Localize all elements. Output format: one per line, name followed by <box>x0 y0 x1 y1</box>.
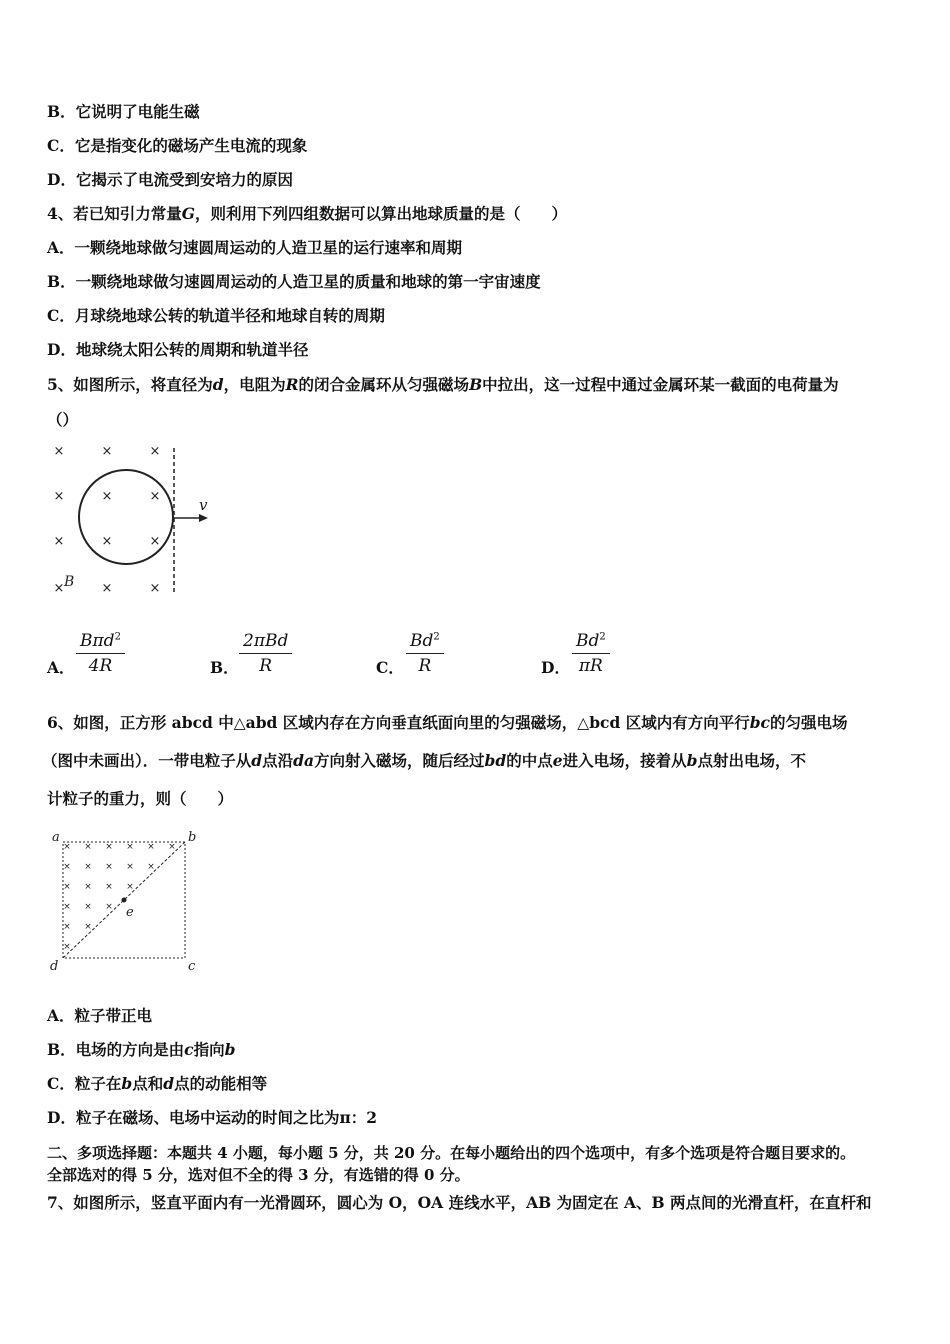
field-cross: × <box>149 444 161 459</box>
q3-option-c: C．它是指变化的磁场产生电流的现象 <box>47 136 308 155</box>
q6-option-d: D．粒子在磁场、电场中运动的时间之比为π：2 <box>47 1108 378 1127</box>
svg-text:×: × <box>126 862 134 872</box>
svg-text:×: × <box>147 862 155 872</box>
q4-option-d: D．地球绕太阳公转的周期和轨道半径 <box>47 340 309 359</box>
svg-text:×: × <box>84 842 92 852</box>
svg-text:×: × <box>63 842 71 852</box>
field-cross: × <box>101 444 113 459</box>
q7-stem: 7、如图所示，竖直平面内有一光滑圆环，圆心为 O，OA 连线水平，AB 为固定在 A、B 两点间的光滑直杆，在直杆和 <box>47 1193 872 1212</box>
svg-text:×: × <box>63 942 71 952</box>
svg-text:×: × <box>84 882 92 892</box>
q5-option-c-letter: C． <box>376 658 404 677</box>
svg-text:×: × <box>63 862 71 872</box>
label-d: d <box>50 959 59 974</box>
q5-figure <box>45 440 220 600</box>
q5-option-b-letter: B． <box>210 658 239 677</box>
svg-text:×: × <box>126 882 134 892</box>
q4-stem: 4、若已知引力常量G，则利用下列四组数据可以算出地球质量的是（ ） <box>47 204 568 223</box>
field-cross: × <box>53 581 65 596</box>
arrow-head-icon <box>199 514 208 522</box>
svg-text:×: × <box>63 922 71 932</box>
q5-option-c-fraction: Bd$^2$ R <box>406 631 444 676</box>
svg-text:×: × <box>63 902 71 912</box>
svg-text:×: × <box>84 922 92 932</box>
q6-option-a: A．粒子带正电 <box>47 1006 153 1025</box>
q6-stem-line2: （图中未画出）．一带电粒子从d点沿da方向射入磁场，随后经过bd的中点e进入电场，接着从b点射出电场，不 <box>42 751 806 770</box>
field-cross: × <box>149 534 161 549</box>
q6-option-b: B．电场的方向是由c指向b <box>47 1040 236 1059</box>
label-v: v <box>199 496 208 514</box>
field-cross: × <box>53 489 65 504</box>
field-cross: × <box>101 581 113 596</box>
q6-stem-line1: 6、如图，正方形 abcd 中△abd 区域内存在方向垂直纸面向里的匀强磁场，△bcd 区域内有方向平行bc的匀强电场 <box>47 713 848 732</box>
q6-figure <box>45 826 205 976</box>
q3-option-b: B．它说明了电能生磁 <box>47 102 200 121</box>
label-c: c <box>188 959 196 974</box>
q5-option-b-fraction: 2πBd R <box>239 631 292 676</box>
field-cross: × <box>101 489 113 504</box>
q4-option-b: B．一颗绕地球做匀速圆周运动的人造卫星的质量和地球的第一宇宙速度 <box>47 272 541 291</box>
field-cross: × <box>149 581 161 596</box>
q4-option-c: C．月球绕地球公转的轨道半径和地球自转的周期 <box>47 306 385 325</box>
svg-text:×: × <box>126 842 134 852</box>
label-b: b <box>188 830 197 845</box>
q5-option-a-fraction: Bπd$^2$ 4R <box>76 631 125 676</box>
section2-heading: 二、多项选择题：本题共 4 小题，每小题 5 分，共 20 分。在每小题给出的四个选项中，有多个选项是符合题目要求的。 全部选对的得 5 分，选对但不全的得 3 分，有选错的得 0 分。 <box>47 1144 856 1184</box>
svg-text:×: × <box>63 882 71 892</box>
svg-text:×: × <box>168 842 176 852</box>
field-cross: × <box>53 444 65 459</box>
svg-text:×: × <box>147 842 155 852</box>
q4-option-a: A．一颗绕地球做匀速圆周运动的人造卫星的运行速率和周期 <box>47 238 463 257</box>
q5-stem-paren: （） <box>47 410 79 429</box>
q6-option-c: C．粒子在b点和d点的动能相等 <box>47 1074 268 1093</box>
point-e <box>122 898 127 903</box>
label-a: a <box>52 830 60 845</box>
q5-option-d-fraction: Bd$^2$ πR <box>572 631 610 676</box>
field-cross: × <box>101 534 113 549</box>
svg-text:×: × <box>105 902 113 912</box>
svg-text:×: × <box>105 862 113 872</box>
q6-stem-line3: 计粒子的重力，则（ ） <box>47 789 234 808</box>
field-cross: × <box>149 489 161 504</box>
svg-text:×: × <box>105 842 113 852</box>
label-e: e <box>126 905 134 920</box>
field-cross: × <box>53 534 65 549</box>
q5-option-d-letter: D． <box>541 658 570 677</box>
metal-ring <box>79 470 173 564</box>
q3-option-d: D．它揭示了电流受到安培力的原因 <box>47 170 293 189</box>
svg-text:×: × <box>84 862 92 872</box>
q5-option-a-letter: A． <box>47 658 75 677</box>
svg-text:×: × <box>84 902 92 912</box>
label-b: B <box>64 574 75 590</box>
q5-stem: 5、如图所示，将直径为d，电阻为R的闭合金属环从匀强磁场B中拉出，这一过程中通过金属环某一截面的电荷量为 <box>47 375 839 394</box>
svg-text:×: × <box>105 882 113 892</box>
